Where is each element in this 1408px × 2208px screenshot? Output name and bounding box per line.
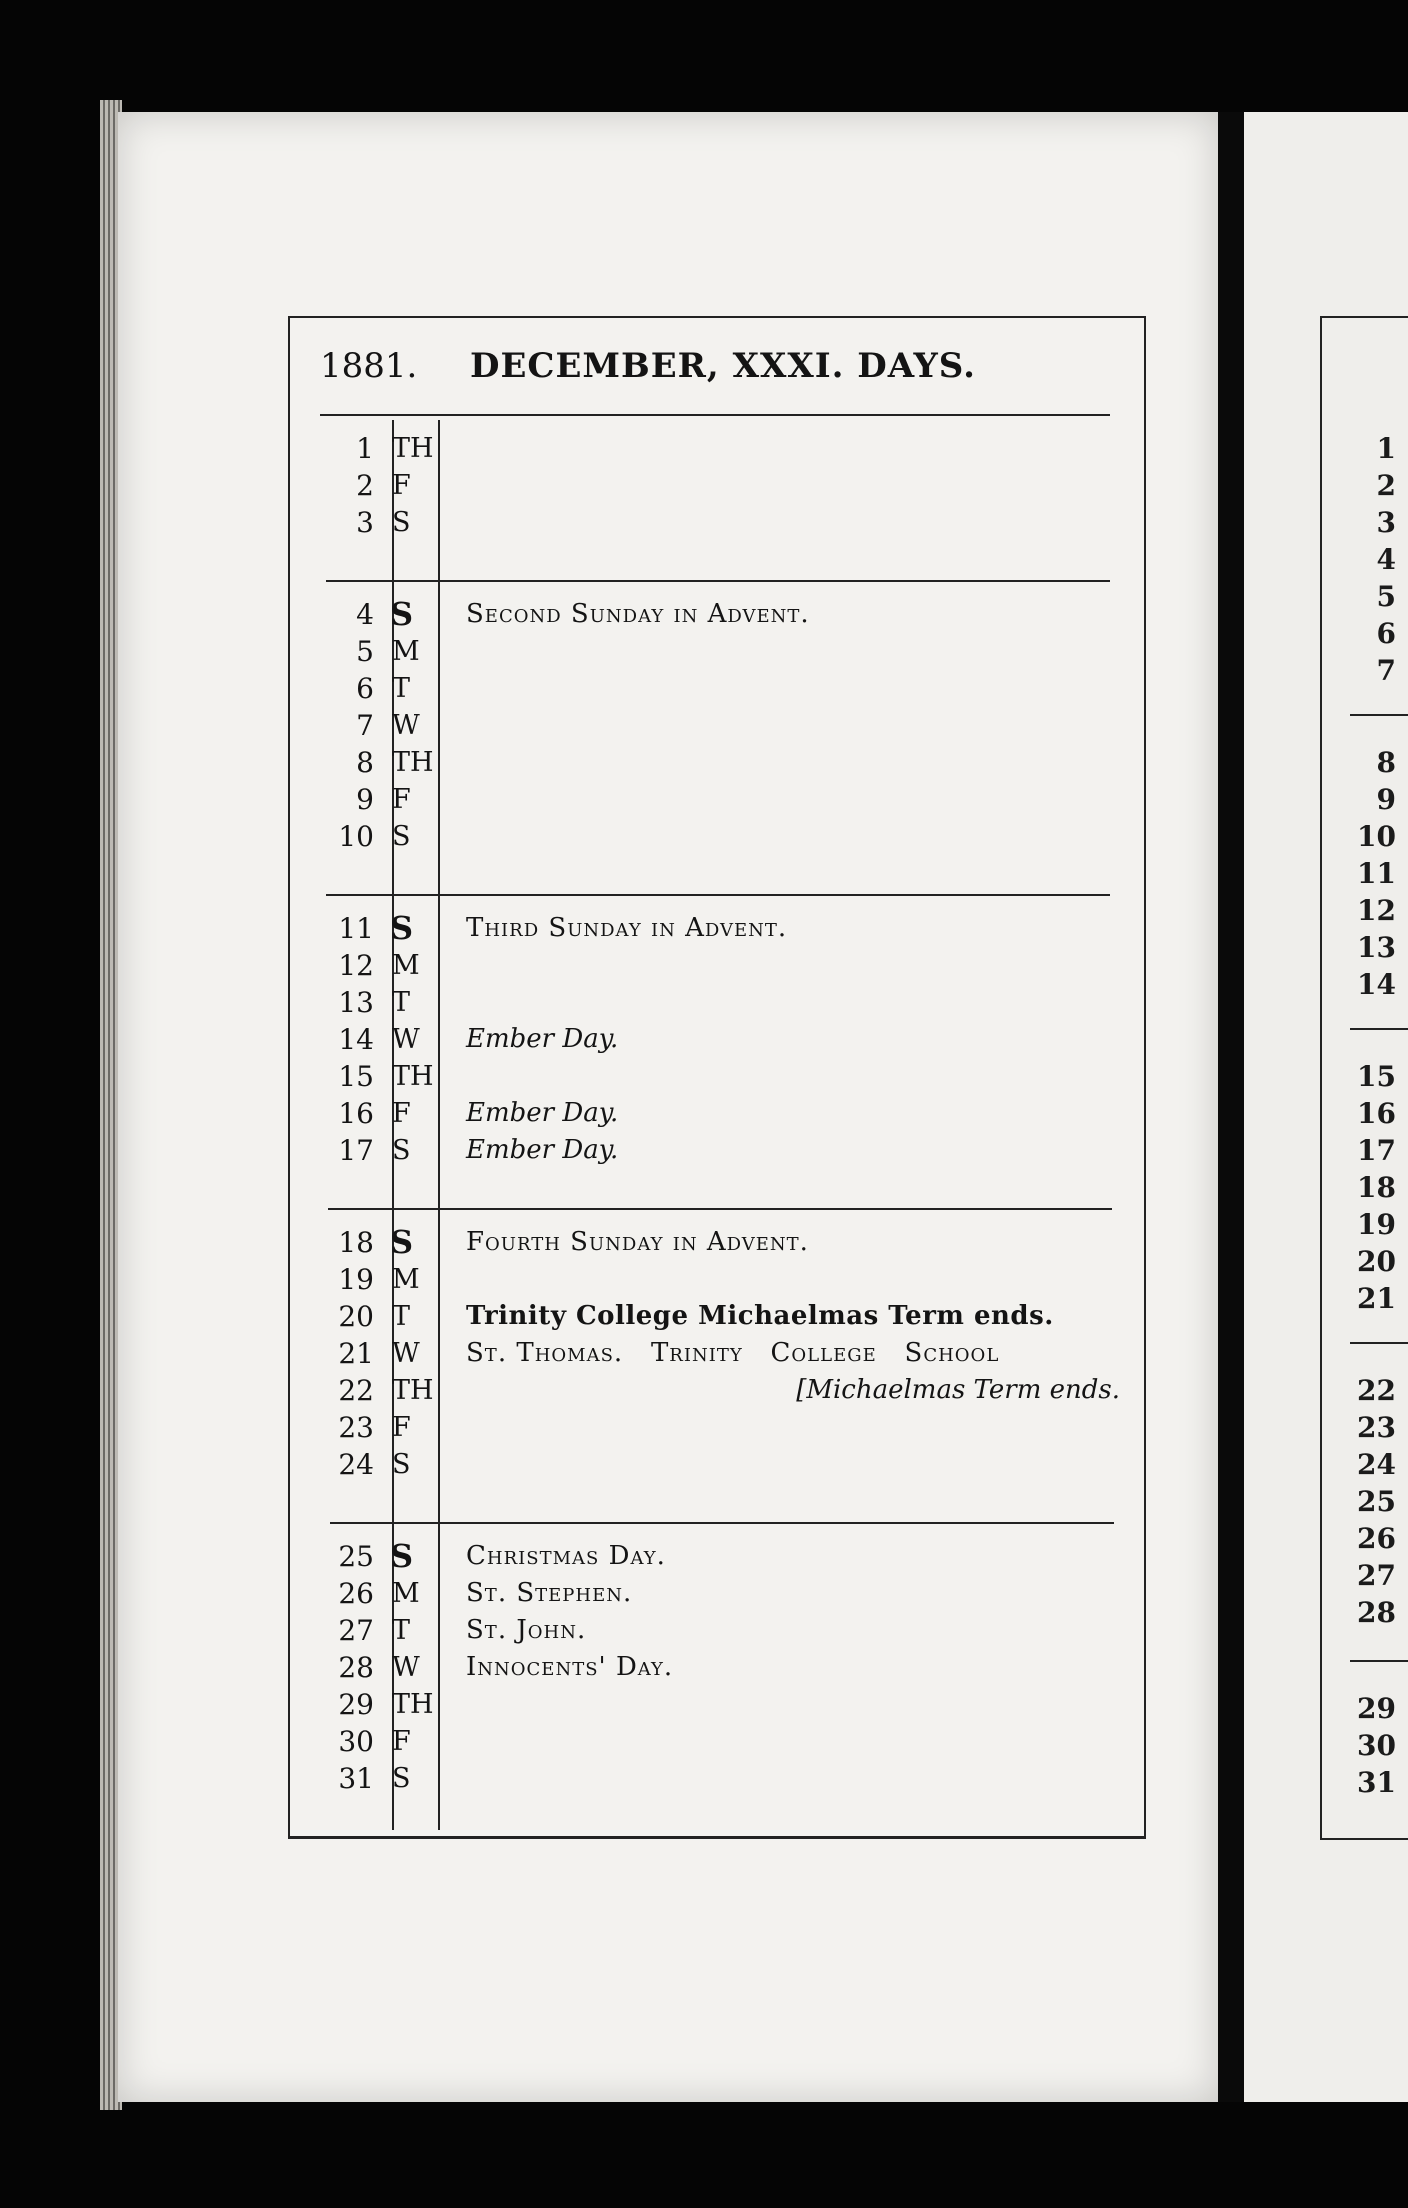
book-gutter <box>1218 112 1244 2102</box>
day-number: 20 <box>338 1300 374 1333</box>
weekday-letter: M <box>392 636 420 667</box>
facing-section-rule <box>1350 1660 1408 1662</box>
section-rule <box>328 1208 1112 1210</box>
facing-section-rule <box>1350 1342 1408 1344</box>
day-entry: St. Thomas. Trinity College School <box>466 1338 1000 1368</box>
weekday-letter: TH <box>392 433 434 464</box>
day-row <box>320 1446 1120 1483</box>
facing-day-number: 19 <box>1357 1208 1396 1241</box>
day-number: 22 <box>338 1374 374 1407</box>
day-number: 10 <box>338 820 374 853</box>
day-number: 19 <box>338 1263 374 1296</box>
day-row <box>320 1058 1120 1095</box>
day-entry: St. John. <box>466 1615 587 1645</box>
day-row <box>320 430 1120 467</box>
day-entry: Christmas Day. <box>466 1541 666 1571</box>
section-rule <box>320 414 1110 416</box>
day-row <box>320 1261 1120 1298</box>
weekday-letter: S <box>390 595 414 633</box>
facing-day-number: 7 <box>1376 654 1396 687</box>
day-row <box>320 1723 1120 1760</box>
facing-day-number: 16 <box>1357 1097 1396 1130</box>
day-row <box>320 1409 1120 1446</box>
day-row <box>320 1335 1120 1372</box>
day-row <box>320 818 1120 855</box>
facing-day-number: 22 <box>1357 1374 1396 1407</box>
weekday-letter: S <box>392 1763 411 1794</box>
day-row <box>320 1649 1120 1686</box>
weekday-letter: S <box>392 507 411 538</box>
day-number: 30 <box>338 1725 374 1758</box>
day-number: 31 <box>338 1762 374 1795</box>
day-entry: Trinity College Michaelmas Term ends. <box>466 1301 1054 1331</box>
weekday-letter: S <box>392 1449 411 1480</box>
weekday-letter: TH <box>392 1689 434 1720</box>
day-row <box>320 910 1120 947</box>
day-number: 29 <box>338 1688 374 1721</box>
weekday-letter: M <box>392 1578 420 1609</box>
facing-day-number: 24 <box>1357 1448 1396 1481</box>
day-number: 5 <box>356 635 374 668</box>
day-row <box>320 504 1120 541</box>
day-number: 15 <box>338 1060 374 1093</box>
weekday-letter: T <box>392 1301 411 1332</box>
facing-day-number: 14 <box>1357 968 1396 1001</box>
day-row <box>320 670 1120 707</box>
month-title: DECEMBER, XXXI. DAYS. <box>470 346 976 386</box>
weekday-letter: S <box>392 1135 411 1166</box>
facing-day-number: 3 <box>1376 506 1396 539</box>
facing-day-number: 27 <box>1357 1559 1396 1592</box>
facing-day-number: 18 <box>1357 1171 1396 1204</box>
facing-day-number: 30 <box>1357 1729 1396 1762</box>
day-number: 18 <box>338 1226 374 1259</box>
day-row <box>320 781 1120 818</box>
day-row <box>320 1686 1120 1723</box>
facing-day-number: 5 <box>1376 580 1396 613</box>
facing-day-number: 17 <box>1357 1134 1396 1167</box>
day-number: 8 <box>356 746 374 779</box>
day-number: 6 <box>356 672 374 705</box>
day-number: 3 <box>356 506 374 539</box>
day-row <box>320 1538 1120 1575</box>
day-number: 2 <box>356 469 374 502</box>
day-entry: Ember Day. <box>466 1098 619 1128</box>
day-number: 23 <box>338 1411 374 1444</box>
day-row <box>320 1760 1120 1797</box>
weekday-letter: S <box>390 1537 414 1575</box>
day-number: 1 <box>356 432 374 465</box>
weekday-letter: F <box>392 1098 411 1129</box>
day-number: 4 <box>356 598 374 631</box>
facing-section-rule <box>1350 714 1408 716</box>
day-row <box>320 947 1120 984</box>
facing-day-number: 13 <box>1357 931 1396 964</box>
day-number: 21 <box>338 1337 374 1370</box>
day-entry: Ember Day. <box>466 1135 619 1165</box>
weekday-letter: S <box>392 821 411 852</box>
facing-day-number: 8 <box>1376 746 1396 779</box>
day-row <box>320 1095 1120 1132</box>
facing-day-number: 25 <box>1357 1485 1396 1518</box>
section-rule <box>330 1522 1114 1524</box>
weekday-letter: F <box>392 1726 411 1757</box>
weekday-letter: M <box>392 1264 420 1295</box>
facing-day-number: 21 <box>1357 1282 1396 1315</box>
weekday-letter: W <box>392 710 420 741</box>
day-row <box>320 1224 1120 1261</box>
weekday-letter: S <box>390 1223 414 1261</box>
facing-day-number: 15 <box>1357 1060 1396 1093</box>
day-entry: Third Sunday in Advent. <box>466 913 788 943</box>
day-number: 16 <box>338 1097 374 1130</box>
facing-day-number: 2 <box>1376 469 1396 502</box>
weekday-letter: T <box>392 1615 411 1646</box>
year-label: 1881. <box>320 346 418 386</box>
day-number: 24 <box>338 1448 374 1481</box>
weekday-letter: T <box>392 673 411 704</box>
weekday-letter: W <box>392 1338 420 1369</box>
day-entry: Second Sunday in Advent. <box>466 599 810 629</box>
day-row <box>320 1372 1120 1409</box>
day-number: 25 <box>338 1540 374 1573</box>
facing-day-number: 31 <box>1357 1766 1396 1799</box>
day-number: 28 <box>338 1651 374 1684</box>
day-number: 27 <box>338 1614 374 1647</box>
day-entry: Fourth Sunday in Advent. <box>466 1227 809 1257</box>
day-entry: St. Stephen. <box>466 1578 633 1608</box>
facing-day-number: 10 <box>1357 820 1396 853</box>
day-entry: [Michaelmas Term ends. <box>796 1375 1120 1405</box>
weekday-letter: W <box>392 1652 420 1683</box>
section-rule <box>326 894 1110 896</box>
facing-day-number: 4 <box>1376 543 1396 576</box>
facing-day-number: 29 <box>1357 1692 1396 1725</box>
weekday-letter: TH <box>392 747 434 778</box>
day-number: 13 <box>338 986 374 1019</box>
day-row <box>320 1021 1120 1058</box>
calendar-header <box>320 346 1100 396</box>
section-rule <box>326 580 1110 582</box>
day-entry: Innocents' Day. <box>466 1652 674 1682</box>
facing-day-number: 23 <box>1357 1411 1396 1444</box>
day-row <box>320 707 1120 744</box>
day-number: 12 <box>338 949 374 982</box>
facing-day-number: 6 <box>1376 617 1396 650</box>
weekday-letter: S <box>390 909 414 947</box>
day-entry: Ember Day. <box>466 1024 619 1054</box>
facing-day-number: 26 <box>1357 1522 1396 1555</box>
day-row <box>320 596 1120 633</box>
weekday-letter: F <box>392 470 411 501</box>
day-number: 17 <box>338 1134 374 1167</box>
day-row <box>320 1298 1120 1335</box>
weekday-letter: W <box>392 1024 420 1055</box>
weekday-letter: T <box>392 987 411 1018</box>
weekday-letter: F <box>392 784 411 815</box>
day-number: 7 <box>356 709 374 742</box>
day-number: 14 <box>338 1023 374 1056</box>
facing-section-rule <box>1350 1028 1408 1030</box>
weekday-letter: F <box>392 1412 411 1443</box>
day-row <box>320 633 1120 670</box>
facing-day-number: 1 <box>1376 432 1396 465</box>
day-row <box>320 1132 1120 1169</box>
facing-day-number: 11 <box>1357 857 1396 890</box>
weekday-letter: TH <box>392 1061 434 1092</box>
day-row <box>320 1575 1120 1612</box>
day-row <box>320 744 1120 781</box>
day-row <box>320 984 1120 1021</box>
day-number: 9 <box>356 783 374 816</box>
weekday-letter: TH <box>392 1375 434 1406</box>
day-number: 26 <box>338 1577 374 1610</box>
facing-day-number: 28 <box>1357 1596 1396 1629</box>
day-number: 11 <box>338 912 374 945</box>
day-row <box>320 1612 1120 1649</box>
weekday-letter: M <box>392 950 420 981</box>
day-row <box>320 467 1120 504</box>
facing-day-number: 9 <box>1376 783 1396 816</box>
facing-day-number: 12 <box>1357 894 1396 927</box>
facing-day-number: 20 <box>1357 1245 1396 1278</box>
